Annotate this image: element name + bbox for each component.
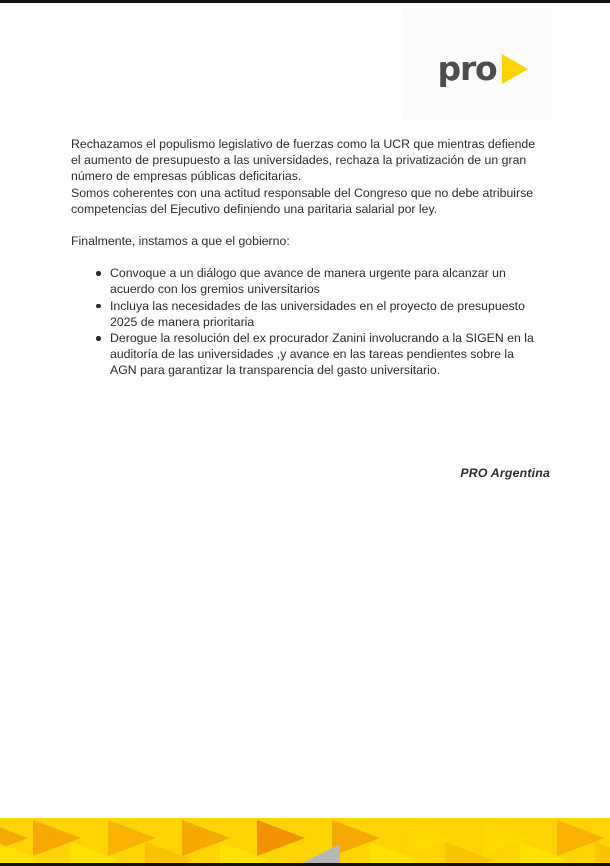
play-triangle-pattern-icon [0,818,610,863]
list-item: Convoque a un diálogo que avance de manera urgente para alcanzar un acuerdo con los gremios universitarios [71,265,541,297]
list-item: Incluya las necesidades de las universidades en el proyecto de presupuesto 2025 de manera prioritaria [71,298,541,330]
footer-decoration-band [0,818,610,863]
demands-list [71,265,541,378]
paragraph-2: Somos coherentes con una actitud responsable del Congreso que no debe atribuirse competencias del Ejecutivo definiendo una paritaria salarial por ley. [71,185,534,216]
pro-logo-image [402,9,552,119]
signature: PRO Argentina [460,466,550,480]
document-body [71,136,541,379]
lead-in-text: Finalmente, instamos a que el gobierno: [71,234,290,249]
paragraph-spacer [71,217,541,233]
pro-logo [437,48,529,88]
play-triangle-icon [502,54,528,84]
paragraph-1: Rechazamos el populismo legislativo de fuerzas como la UCR que mientras defiende el aumento de presupuesto a las universidades, rechaza la privatización de un gran número de empresas públicas deficitarias. [71,137,536,184]
list-item: Derogue la resolución del ex procurador Zanini involucrando a la SIGEN en la auditoría de las universidades ,y avance en las tareas pendientes sobre la AGN para garantizar la transparencia del gasto universitario. [71,330,541,379]
pro-wordmark: pro [437,48,497,88]
